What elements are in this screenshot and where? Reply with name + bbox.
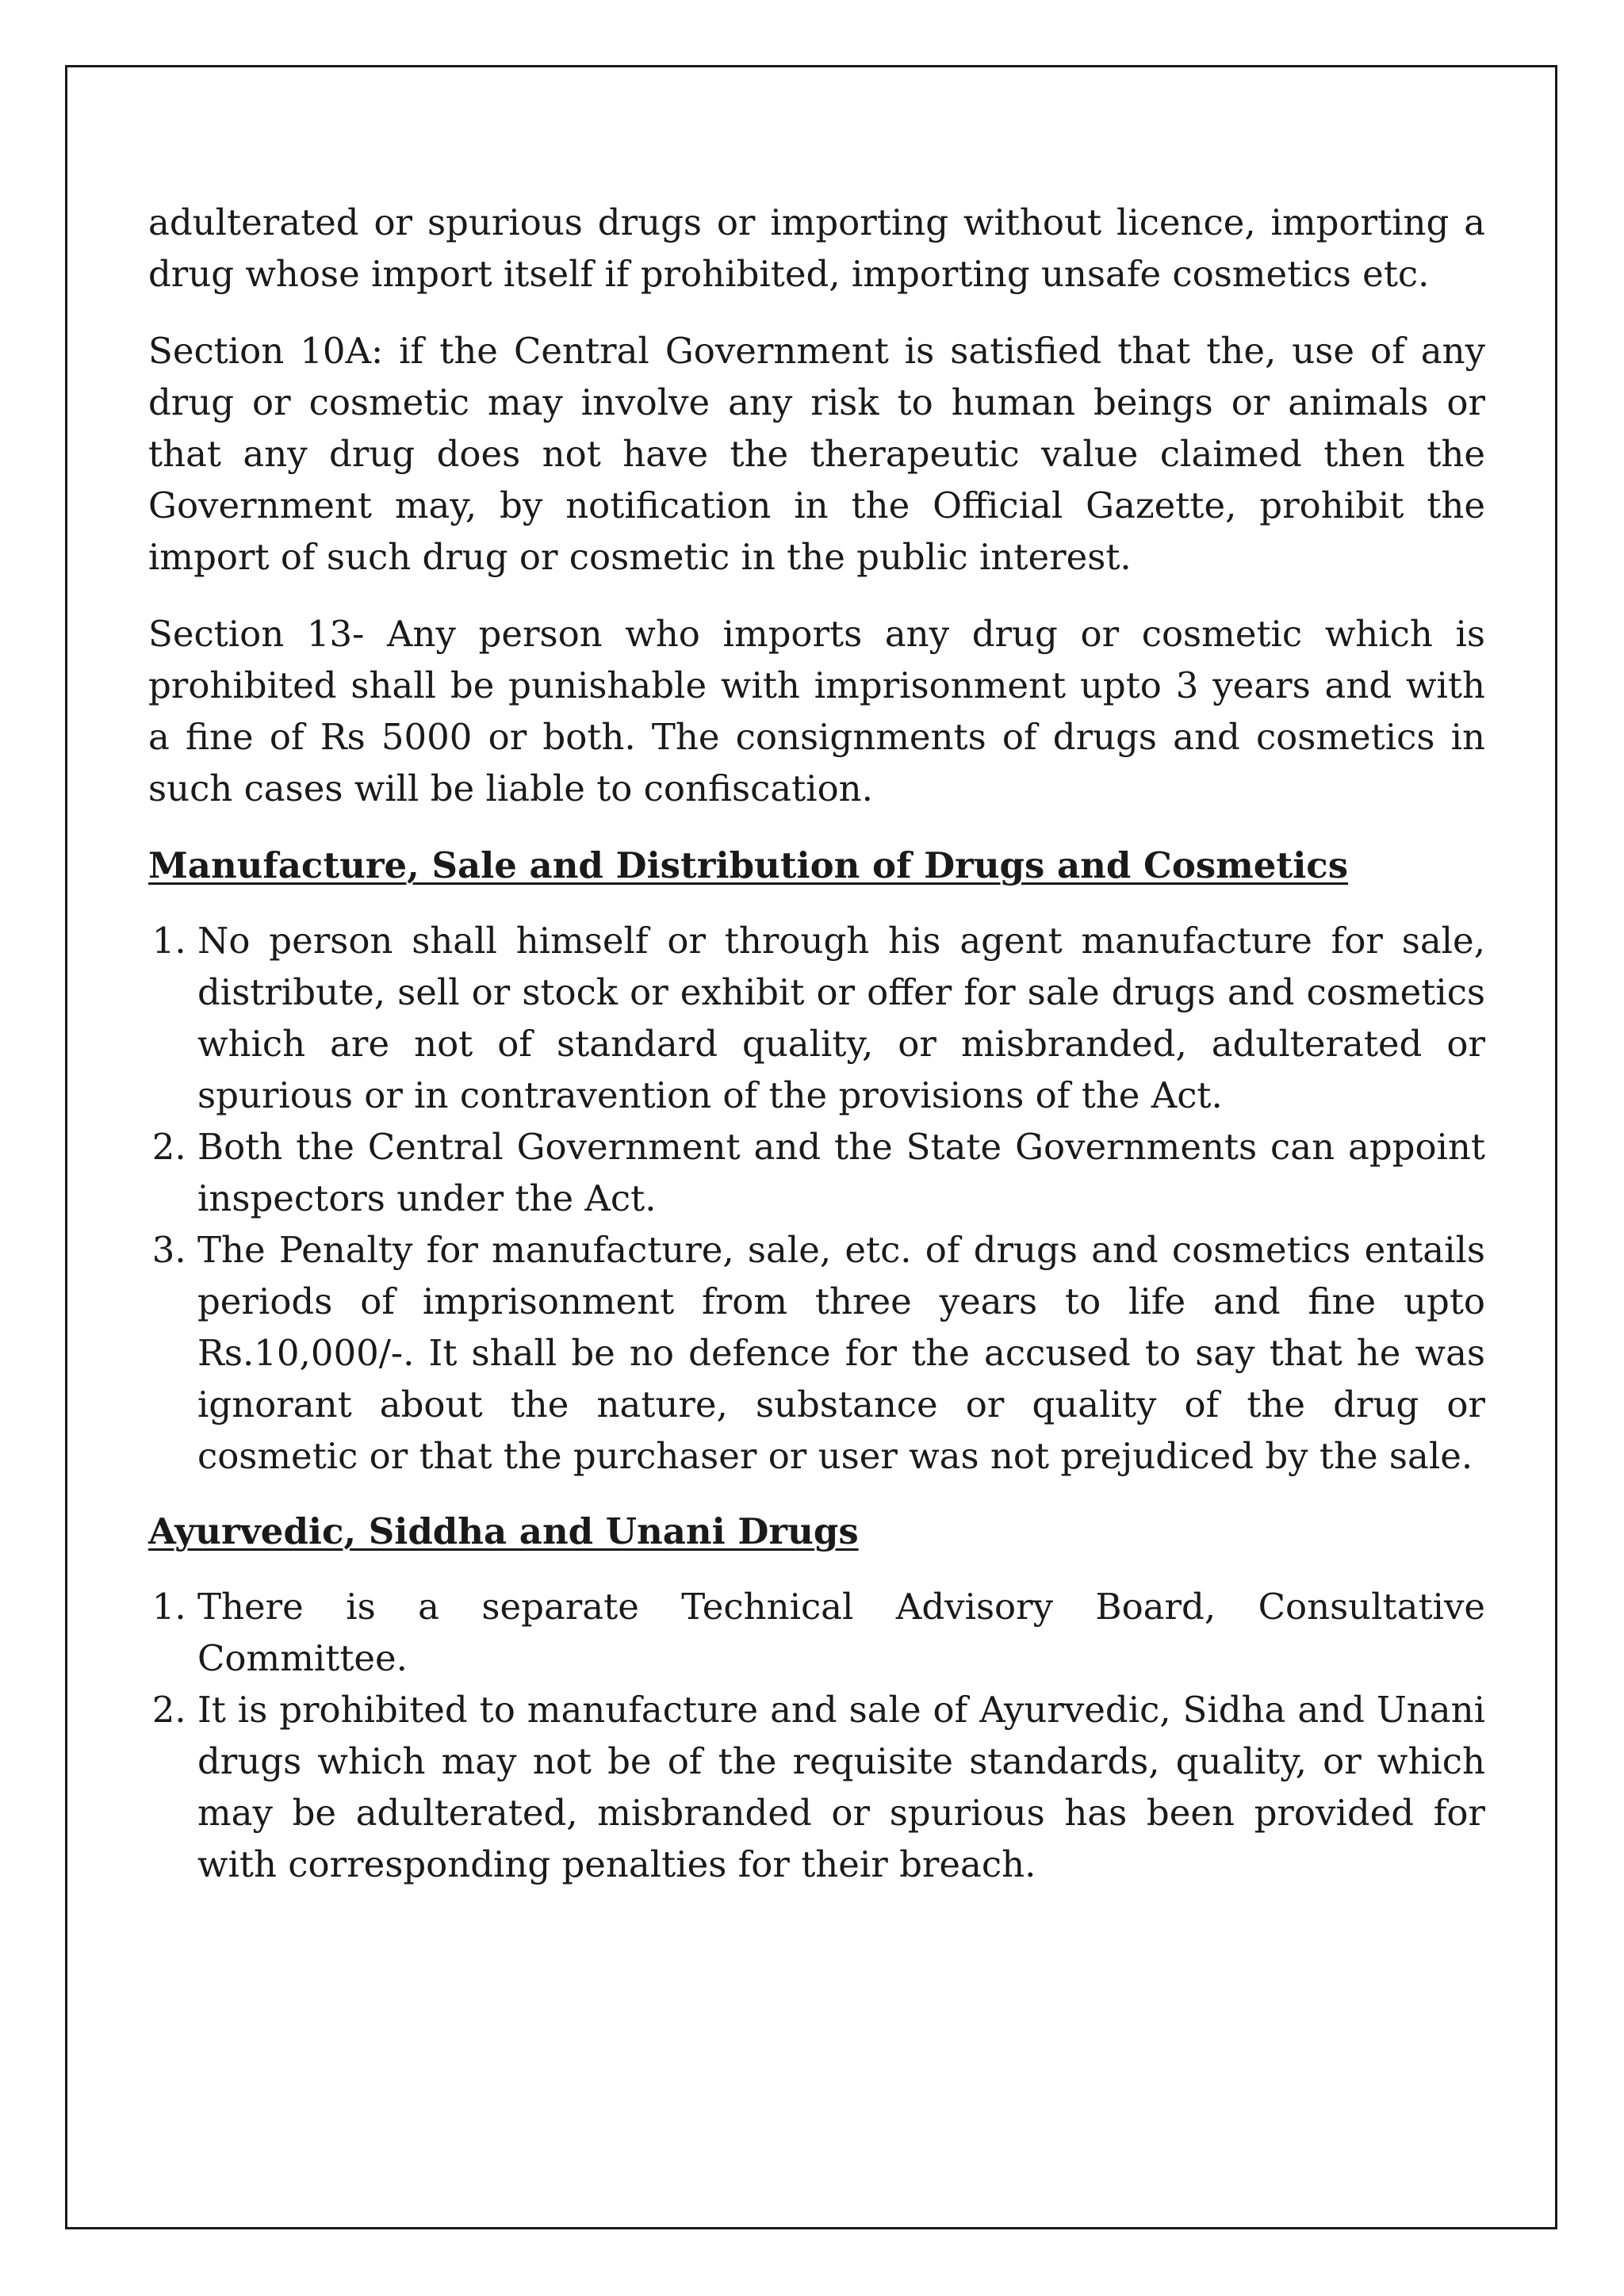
list-item: 1. There is a separate Technical Advisory Board, Consultative Committee. (197, 1581, 1485, 1684)
manufacture-list (148, 915, 1485, 1482)
ayurvedic-list (148, 1581, 1485, 1890)
heading-manufacture-sale-distribution: Manufacture, Sale and Distribution of Drugs and Cosmetics (148, 844, 1349, 886)
list-item: 3. The Penalty for manufacture, sale, etc. of drugs and cosmetics entails periods of imprisonment from three years to life and fine upto Rs.10,000/-. It shall be no defence for the accused to say that he was ignorant about the nature, substance or quality of the drug or cosmetic or that the purchaser or user was not prejudiced by the sale. (197, 1224, 1485, 1482)
list-item: 2. It is prohibited to manufacture and sale of Ayurvedic, Sidha and Unani drugs which may not be of the requisite standards, quality, or which may be adulterated, misbranded or spurious has been provided for with corresponding penalties for their breach. (197, 1684, 1485, 1890)
heading-ayurvedic-siddha-unani: Ayurvedic, Siddha and Unani Drugs (148, 1510, 859, 1552)
paragraph-continuation: adulterated or spurious drugs or importing without licence, importing a drug whose import itself if prohibited, importing unsafe cosmetics etc. (148, 201, 1485, 295)
paragraph-section-13: Section 13- Any person who imports any drug or cosmetic which is prohibited shall be punishable with imprisonment upto 3 years and with a fine of Rs 5000 or both. The consignments of drugs and cosmetics in such cases will be liable to confiscation. (148, 613, 1485, 809)
document-body (148, 197, 1485, 1914)
list-item: 2. Both the Central Government and the State Governments can appoint inspectors under the Act. (197, 1121, 1485, 1224)
list-item: 1. No person shall himself or through his agent manufacture for sale, distribute, sell or stock or exhibit or offer for sale drugs and cosmetics which are not of standard quality, or misbranded, adulterated or spurious or in contravention of the provisions of the Act. (197, 915, 1485, 1121)
paragraph-section-10a: Section 10A: if the Central Government is satisfied that the, use of any drug or cosmetic may involve any risk to human beings or animals or that any drug does not have the therapeutic value claimed then the Government may, by notification in the Official Gazette, prohibit the import of such drug or cosmetic in the public interest. (148, 330, 1485, 578)
